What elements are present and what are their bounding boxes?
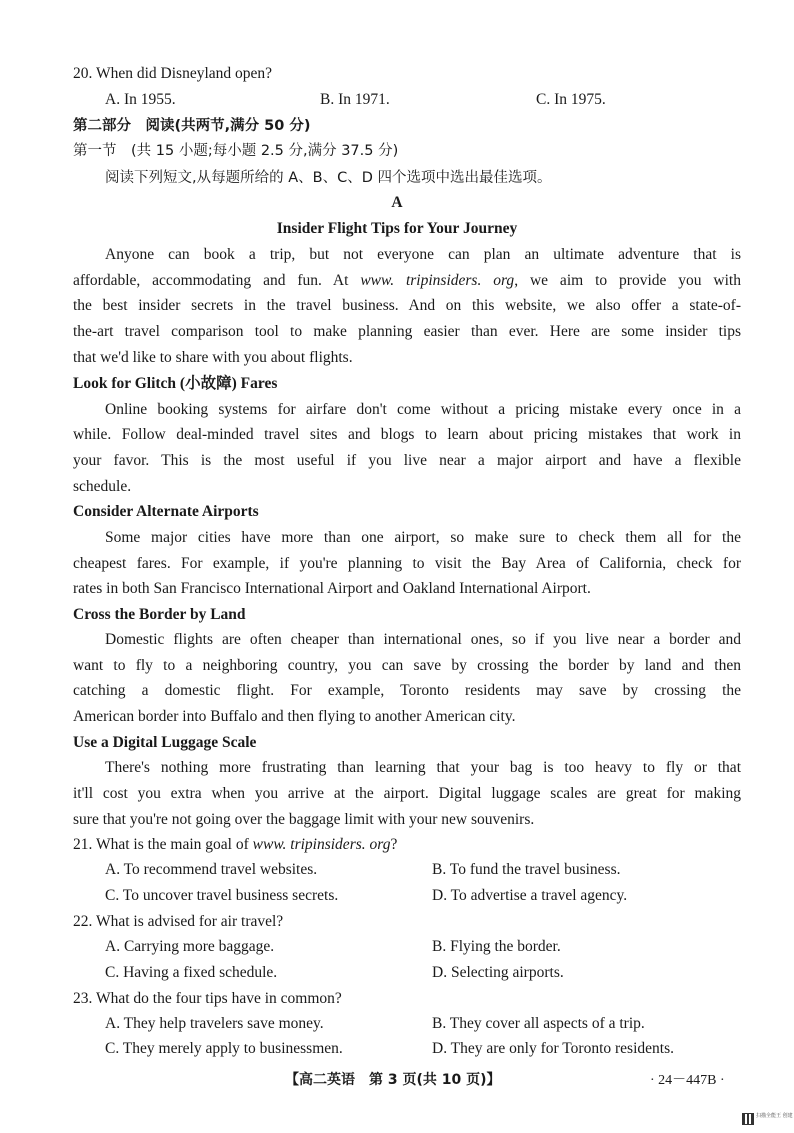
tip-2-line-3: rates in both San Francisco International Airport and Oakland International Airport. [73,580,591,597]
question-23-option-b: B. They cover all aspects of a trip. [432,1015,645,1032]
tip-2-line-2: cheapest fares. For example, if you're planning to visit the Bay Area of California, check for [73,555,741,572]
tip-1-line-4: schedule. [73,478,132,495]
tip-3-line-1: Domestic flights are often cheaper than international ones, so if you live near a border and [105,631,741,648]
question-21-stem: 21. What is the main goal of www. tripinsiders. org? [73,836,398,853]
question-23-stem: 23. What do the four tips have in common? [73,990,342,1007]
part-two-heading: 第二部分 阅读(共两节,满分 50 分) [73,118,311,134]
tip-1-heading: Look for Glitch (小故障) Fares [73,375,278,392]
tip-1-line-3: your favor. This is the most useful if you live near a major airport and have a flexible [73,452,741,469]
tip-3-line-2: want to fly to a neighboring country, you can save by crossing the border by land and then [73,657,741,674]
tip-4-line-1: There's nothing more frustrating than learning that your bag is too heavy to fly or that [105,759,741,776]
question-22-stem: 22. What is advised for air travel? [73,913,284,930]
question-21-option-d: D. To advertise a travel agency. [432,887,628,904]
tip-1-line-2: while. Follow deal-minded travel sites and blogs to learn about pricing mistakes that work in [73,426,741,443]
section-one-heading: 第一节 (共 15 小题;每小题 2.5 分,满分 37.5 分) [73,143,399,159]
question-21-option-c: C. To uncover travel business secrets. [105,887,339,904]
website-url: www. tripinsiders. org [360,272,515,289]
tip-4-line-3: sure that you're not going over the baggage limit with your new souvenirs. [73,811,535,828]
question-20-option-b: B. In 1971. [320,91,390,108]
question-23-option-a: A. They help travelers save money. [105,1015,324,1032]
tip-4-heading: Use a Digital Luggage Scale [73,734,257,751]
exam-code: · 24－447B · [650,1073,725,1088]
tip-1-line-1: Online booking systems for airfare don't come without a pricing mistake every once in a [105,401,741,418]
question-22-option-b: B. Flying the border. [432,938,561,955]
reading-instruction: 阅读下列短文,从每题所给的 A、B、C、D 四个选项中选出最佳选项。 [105,170,552,186]
passage-title: Insider Flight Tips for Your Journey [276,220,518,237]
question-21-option-b: B. To fund the travel business. [432,861,621,878]
intro-line-1: Anyone can book a trip, but not everyone can plan an ultimate adventure that is [105,246,741,263]
question-23-option-d: D. They are only for Toronto residents. [432,1040,674,1057]
passage-letter: A [391,194,403,211]
tip-4-line-2: it'll cost you extra when you arrive at the airport. Digital luggage scales are great for making [73,785,741,802]
question-22-option-a: A. Carrying more baggage. [105,938,275,955]
question-20-stem: 20. When did Disneyland open? [73,65,273,82]
question-20-option-a: A. In 1955. [105,91,176,108]
tip-3-line-4: American border into Buffalo and then flying to another American city. [73,708,516,725]
scanner-watermark: 扫描全能王 创建 [756,1113,793,1119]
intro-line-2: affordable, accommodating and fun. At www. tripinsiders. org, we aim to provide you with [73,272,741,289]
tip-3-heading: Cross the Border by Land [73,606,246,623]
question-20-option-c: C. In 1975. [536,91,606,108]
question-22-option-c: C. Having a fixed schedule. [105,964,278,981]
qr-code-icon [742,1113,754,1125]
question-23-option-c: C. They merely apply to businessmen. [105,1040,343,1057]
tip-2-heading: Consider Alternate Airports [73,503,259,520]
question-21-option-a: A. To recommend travel websites. [105,861,318,878]
question-22-option-d: D. Selecting airports. [432,964,564,981]
page-footer-label: 【高二英语 第 3 页(共 10 页)】 [285,1072,501,1088]
intro-line-3: the best insider secrets in the travel business. And on this website, we also offer a state-of- [73,297,741,314]
tip-2-line-1: Some major cities have more than one airport, so make sure to check them all for the [105,529,741,546]
intro-line-4: the-art travel comparison tool to make planning easier than ever. Here are some insider tips [73,323,741,340]
tip-3-line-3: catching a domestic flight. For example, Toronto residents may save by crossing the [73,682,741,699]
intro-line-5: that we'd like to share with you about flights. [73,349,353,366]
